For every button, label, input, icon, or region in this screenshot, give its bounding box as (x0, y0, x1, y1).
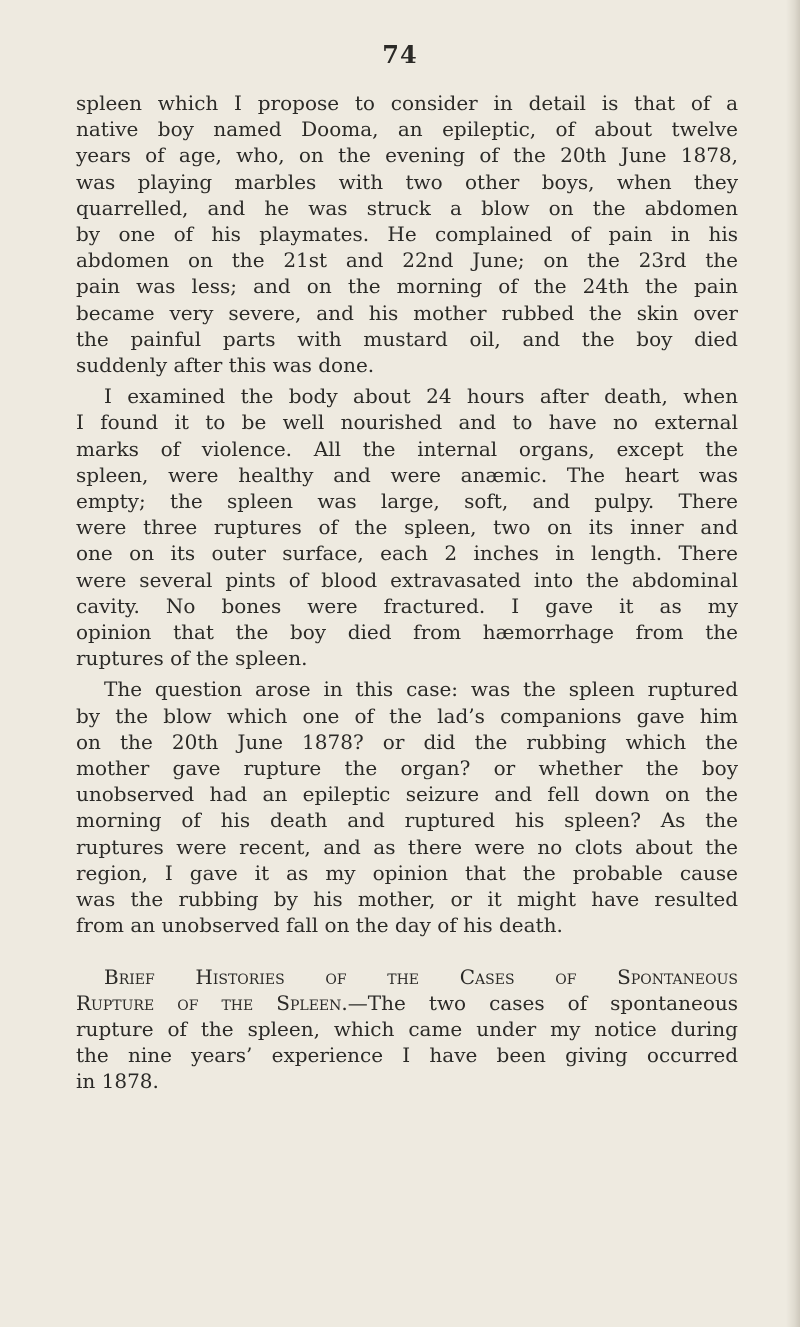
text-line: by the blow which one of the lad’s companions gave him (76, 703, 738, 728)
text-line: became very severe, and his mother rubbed the skin over (76, 300, 738, 325)
page-edge-shadow (786, 0, 800, 1327)
text-line: cavity. No bones were fractured. I gave it as my (76, 593, 738, 618)
text-line: years of age, who, on the evening of the 20th June 1878, (76, 143, 738, 168)
text-line: spleen, were healthy and were anæmic. The heart was (76, 462, 738, 487)
text-line: morning of his death and ruptured his spleen? As the (76, 808, 738, 833)
text-line: were several pints of blood extravasated into the abdominal (76, 567, 738, 592)
text-line: from an unobserved fall on the day of his death. (76, 913, 563, 938)
text-line: I found it to be well nourished and to have no external (76, 410, 738, 435)
text-line: quarrelled, and he was struck a blow on the abdomen (76, 195, 738, 220)
text-line: ruptures were recent, and as there were no clots about the (76, 834, 738, 859)
text-line: mother gave rupture the organ? or whether the boy (76, 756, 738, 781)
text-line: were three ruptures of the spleen, two on its inner and (76, 515, 738, 540)
body-text (76, 90, 738, 1095)
text-line: empty; the spleen was large, soft, and pulpy. There (76, 489, 738, 514)
text-line: marks of violence. All the internal organs, except the (76, 436, 738, 461)
text-line: pain was less; and on the morning of the 24th the pain (76, 274, 738, 299)
text-line: abdomen on the 21st and 22nd June; on the 23rd the (76, 248, 738, 273)
text-line: rupture of the spleen, which came under my notice during (76, 1016, 738, 1041)
text-line: native boy named Dooma, an epileptic, of about twelve (76, 117, 738, 142)
text-line: region, I gave it as my opinion that the probable cause (76, 860, 738, 885)
section-text-start: —The two cases of spontaneous (347, 990, 739, 1015)
text-line: opinion that the boy died from hæmorrhage from the (76, 620, 738, 645)
paragraph-1 (76, 90, 738, 378)
text-line: in 1878. (76, 1069, 159, 1094)
text-line: spleen which I propose to consider in detail is that of a (76, 91, 738, 115)
section-heading-line-1: Brief Histories of the Cases of Spontaneous (104, 964, 738, 989)
paragraph-3 (76, 676, 738, 938)
text-line: The question arose in this case: was the spleen ruptured (104, 677, 738, 702)
text-line: by one of his playmates. He complained of pain in his (76, 222, 738, 247)
text-line: suddenly after this was done. (76, 353, 375, 378)
text-line (76, 990, 738, 1016)
paragraph-2 (76, 383, 738, 671)
section-heading (76, 964, 738, 990)
section-brief-histories (76, 964, 738, 1095)
text-line: was playing marbles with two other boys, when they (76, 169, 738, 194)
page-number: 74 (382, 40, 418, 69)
text-line: was the rubbing by his mother, or it might have resulted (76, 887, 738, 912)
text-line: unobserved had an epileptic seizure and fell down on the (76, 782, 738, 807)
text-line: one on its outer surface, each 2 inches in length. There (76, 541, 738, 566)
text-line: I examined the body about 24 hours after death, when (104, 384, 738, 409)
text-line: on the 20th June 1878? or did the rubbing which the (76, 729, 738, 754)
text-line: the painful parts with mustard oil, and the boy died (76, 326, 738, 351)
text-line: the nine years’ experience I have been giving occurred (76, 1043, 738, 1068)
section-heading-line-2: Rupture of the Spleen. (76, 990, 348, 1015)
text-line: ruptures of the spleen. (76, 646, 308, 671)
